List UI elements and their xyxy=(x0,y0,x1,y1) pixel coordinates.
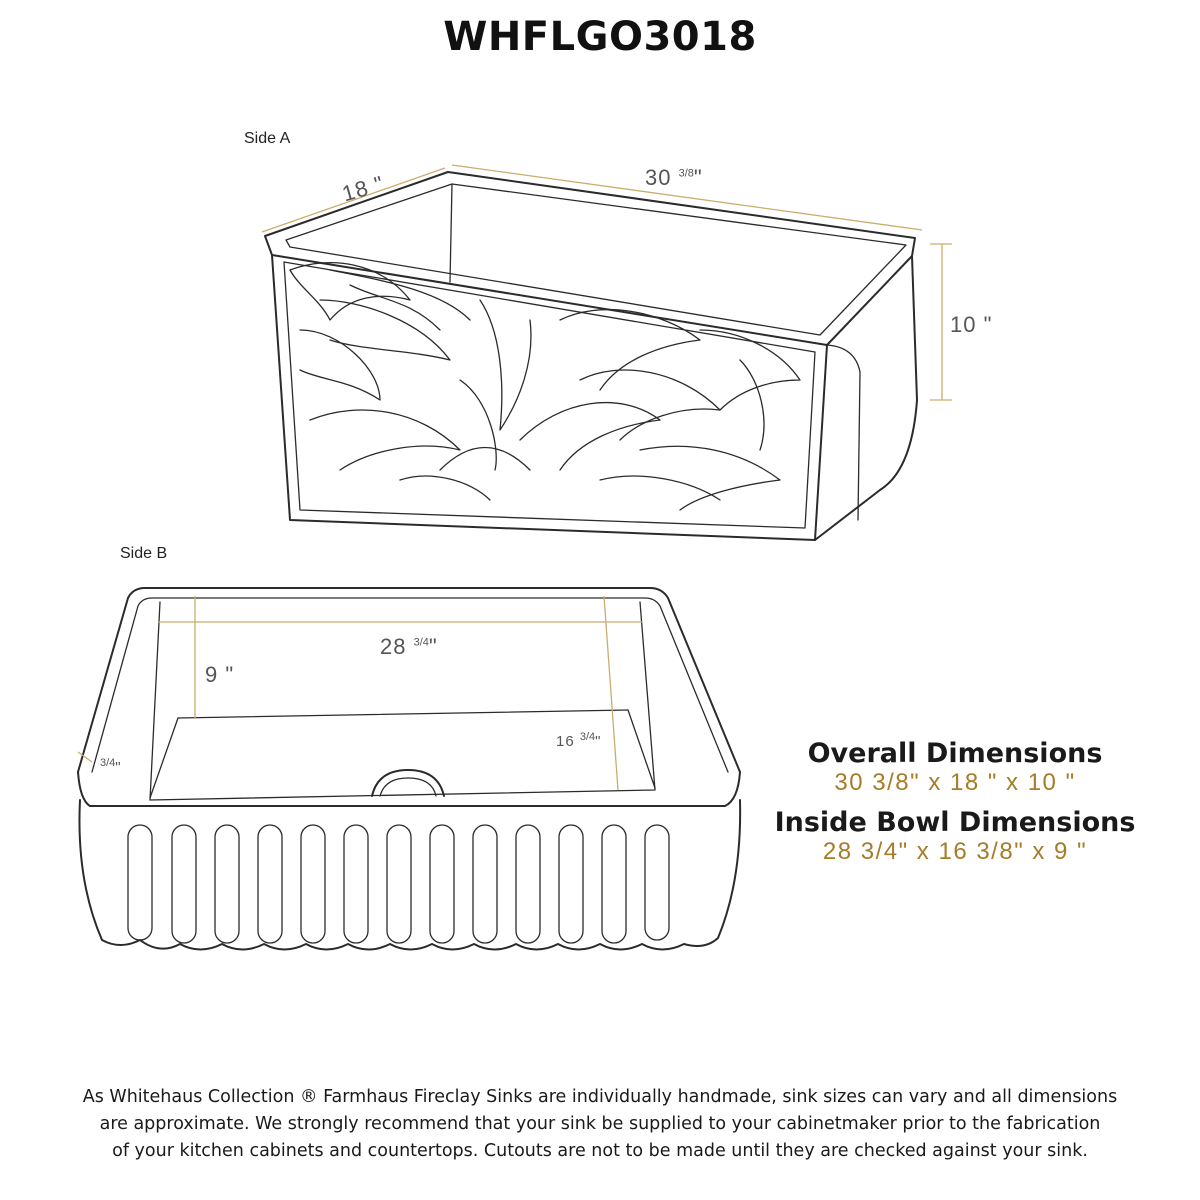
disclaimer-line: are approximate. We strongly recommend that your sink be supplied to your cabinetmaker prior to the fabrication xyxy=(99,1114,1101,1134)
side-a-label: Side A xyxy=(244,130,291,147)
disclaimer-line: of your kitchen cabinets and countertops. Cutouts are not to be made until they are checked against your sink. xyxy=(112,1141,1088,1161)
side-b-rim-label: $^{3/4}$" xyxy=(100,757,122,776)
side-a-height-label: 10 " xyxy=(950,312,993,337)
overall-dimensions-value: 30 3/8" x 18 " x 10 " xyxy=(834,769,1076,796)
flutes xyxy=(128,825,669,943)
inside-dimensions-heading: Inside Bowl Dimensions xyxy=(774,807,1136,838)
inside-dimensions-value: 28 3/4" x 16 3/8" x 9 " xyxy=(822,838,1088,865)
side-b-length-label: 28 $^{3/4}$" xyxy=(380,634,438,659)
side-b-width-label: 16 $^{3/4}$" xyxy=(556,731,602,750)
side-a-width-label: 30 $^{3/8}$" xyxy=(645,165,703,190)
side-a-depth-label: 18 " xyxy=(339,170,387,207)
side-b-label: Side B xyxy=(120,545,168,562)
disclaimer-line: As Whitehaus Collection ® Farmhaus Fireclay Sinks are individually handmade, sink sizes can vary and all dimensions xyxy=(82,1087,1118,1107)
dimensions-summary xyxy=(760,738,1150,866)
side-b-depth-label: 9 " xyxy=(205,662,235,687)
overall-dimensions-heading: Overall Dimensions xyxy=(807,738,1103,769)
disclaimer xyxy=(40,1084,1160,1165)
side-a-drawing xyxy=(262,165,952,540)
page-title: WHFLGO3018 xyxy=(443,14,757,60)
